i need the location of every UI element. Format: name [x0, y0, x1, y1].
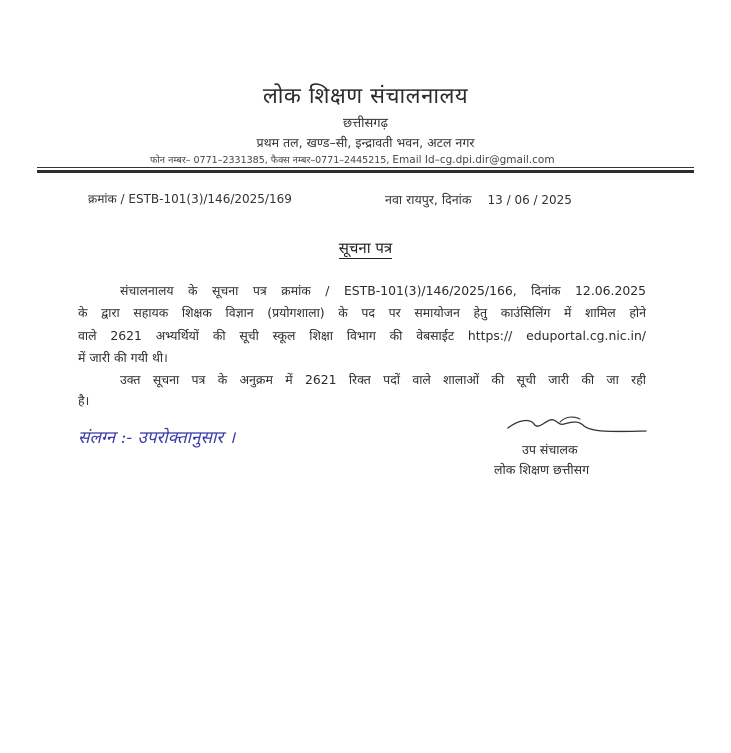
- para1-line-2: के द्वारा सहायक शिक्षक विज्ञान (प्रयोगशाला) के पद पर समायोजन हेतु काउंसिलिंग में शामिल होने: [78, 305, 646, 320]
- email-address: Email Id–cg.dpi.dir@gmail.com: [392, 154, 555, 166]
- signatory-office: लोक शिक्षण छत्तीसग: [494, 462, 590, 477]
- place-date: [385, 191, 572, 208]
- signatory-designation: उप संचालक: [522, 442, 578, 457]
- org-name: लोक शिक्षण संचालनालय: [262, 84, 469, 109]
- phone-fax: फोन नम्बर– 0771–2331385, फैक्स नम्बर–0771–2445215,: [150, 155, 390, 166]
- header-rule-thin: [37, 167, 694, 168]
- para1-line-3: वाले 2621 अभ्यर्थियों की सूची स्कूल शिक्षा विभाग की वेबसाईट https:// eduportal.cg.nic.in/: [78, 328, 646, 343]
- office-address: प्रथम तल, खण्ड–सी, इन्द्रावती भवन, अटल नगर: [256, 135, 475, 150]
- para1-line-4: में जारी की गयी थी।: [78, 350, 168, 365]
- state-name: छत्तीसगढ़: [343, 116, 388, 131]
- header-rule-thick: [37, 170, 694, 173]
- signature-scribble: [500, 410, 650, 440]
- attachment-note: संलग्न :- उपरोक्तानुसार ।: [78, 428, 236, 448]
- notice-title: [0, 238, 731, 258]
- para1-line-1: संचालनालय के सूचना पत्र क्रमांक / ESTB-101(3)/146/2025/166, दिनांक 12.06.2025: [120, 283, 646, 298]
- issue-date: 13 / 06 / 2025: [487, 193, 572, 207]
- contact-line: [150, 153, 555, 166]
- reference-number: क्रमांक / ESTB-101(3)/146/2025/169: [88, 192, 292, 206]
- place-date-label: नवा रायपुर, दिनांक: [385, 192, 472, 207]
- para2-line-1: उक्त सूचना पत्र के अनुक्रम में 2621 रिक्त पदों वाले शालाओं की सूची जारी की जा रही: [120, 372, 646, 387]
- para2-line-2: है।: [78, 393, 90, 408]
- notice-title-text: सूचना पत्र: [338, 239, 393, 257]
